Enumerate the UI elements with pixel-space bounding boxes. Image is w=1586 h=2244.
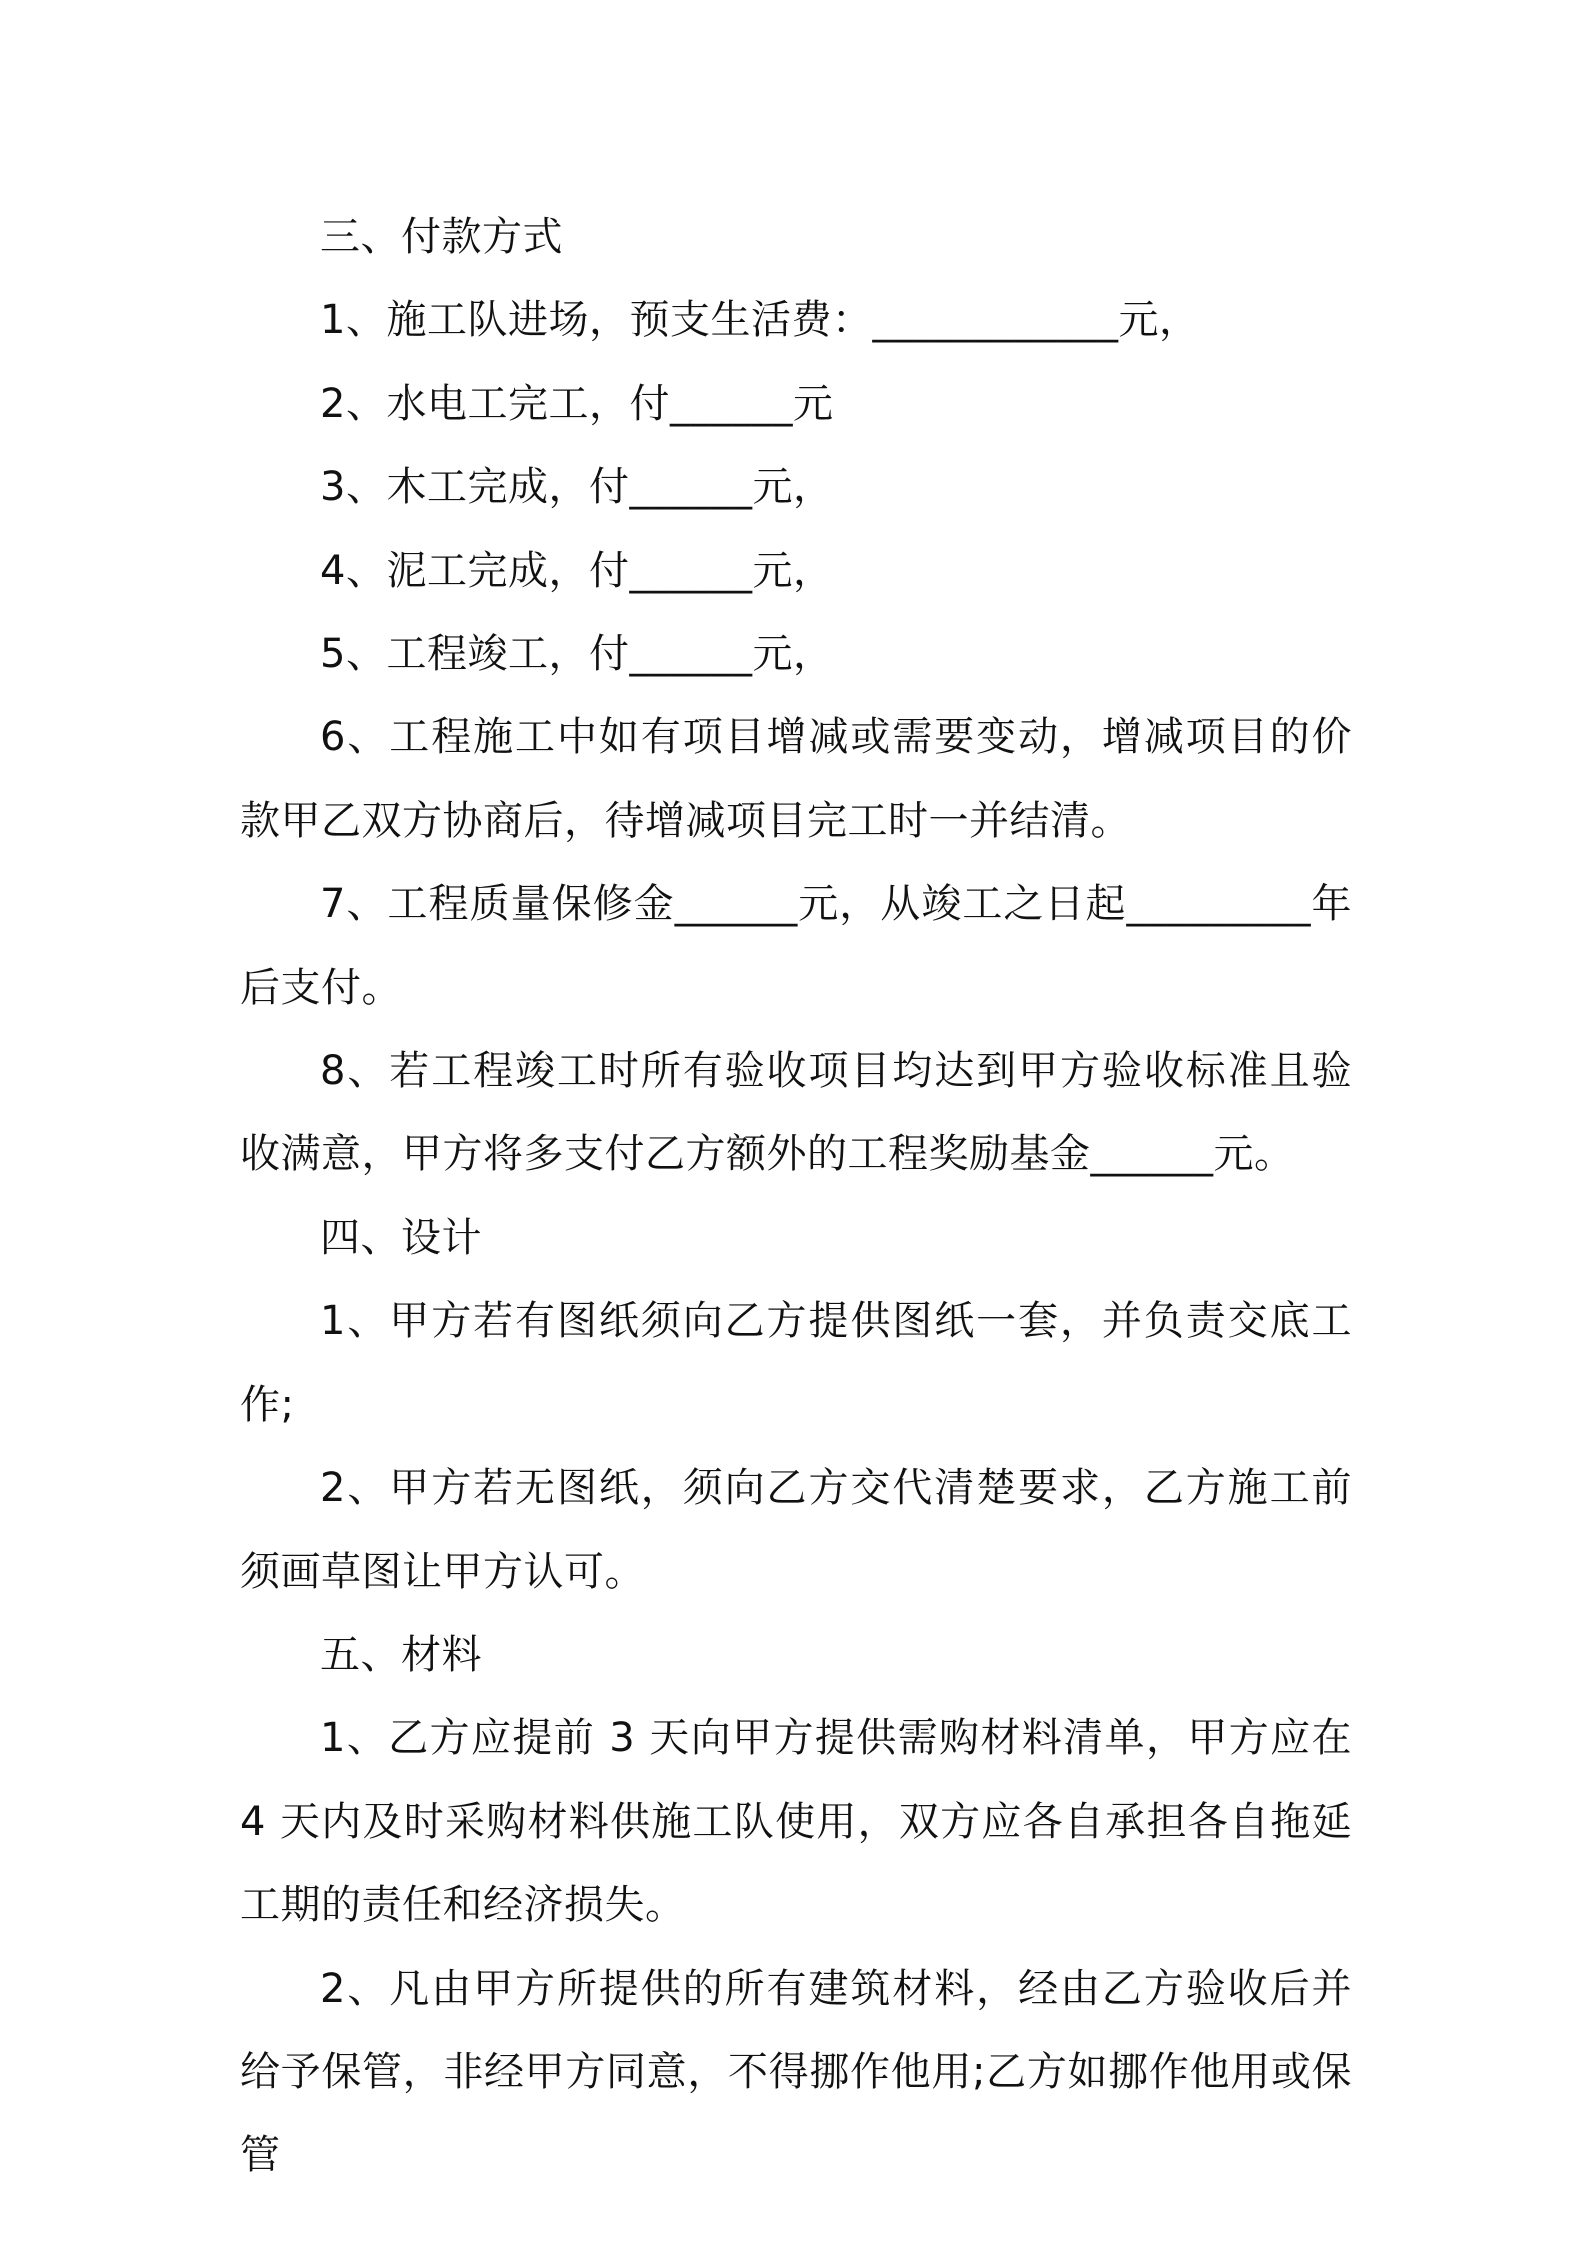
section-heading-materials: 五、材料	[320, 1631, 482, 1678]
contract-body	[240, 196, 1352, 2198]
payment-item-5: 5、工程竣工，付______元，	[320, 631, 834, 678]
section-heading-design: 四、设计	[320, 1214, 482, 1261]
payment-item-1: 1、施工队进场，预支生活费：____________元，	[320, 297, 1200, 344]
payment-item-3: 3、木工完成，付______元，	[320, 464, 834, 511]
payment-item-2: 2、水电工完工，付______元	[320, 380, 834, 427]
design-item-1: 1、甲方若有图纸须向乙方提供图纸一套，并负责交底工作;	[240, 1298, 1352, 1428]
payment-item-4: 4、泥工完成，付______元，	[320, 547, 834, 594]
payment-item-6: 6、工程施工中如有项目增减或需要变动，增减项目的价款甲乙双方协商后，待增减项目完工时一并结清。	[240, 714, 1352, 844]
payment-item-8: 8、若工程竣工时所有验收项目均达到甲方验收标准且验收满意，甲方将多支付乙方额外的工程奖励基金______元。	[240, 1048, 1352, 1178]
materials-item-2: 2、凡由甲方所提供的所有建筑材料，经由乙方验收后并给予保管，非经甲方同意，不得挪作他用;乙方如挪作他用或保管	[240, 1965, 1352, 2179]
design-item-2: 2、甲方若无图纸，须向乙方交代清楚要求，乙方施工前须画草图让甲方认可。	[240, 1465, 1352, 1595]
payment-item-7: 7、工程质量保修金______元，从竣工之日起_________年后支付。	[240, 881, 1352, 1011]
section-heading-payment: 三、付款方式	[320, 214, 563, 260]
materials-item-1: 1、乙方应提前 3 天向甲方提供需购材料清单，甲方应在 4 天内及时采购材料供施工队使用，双方应各自承担各自拖延工期的责任和经济损失。	[240, 1715, 1352, 1929]
